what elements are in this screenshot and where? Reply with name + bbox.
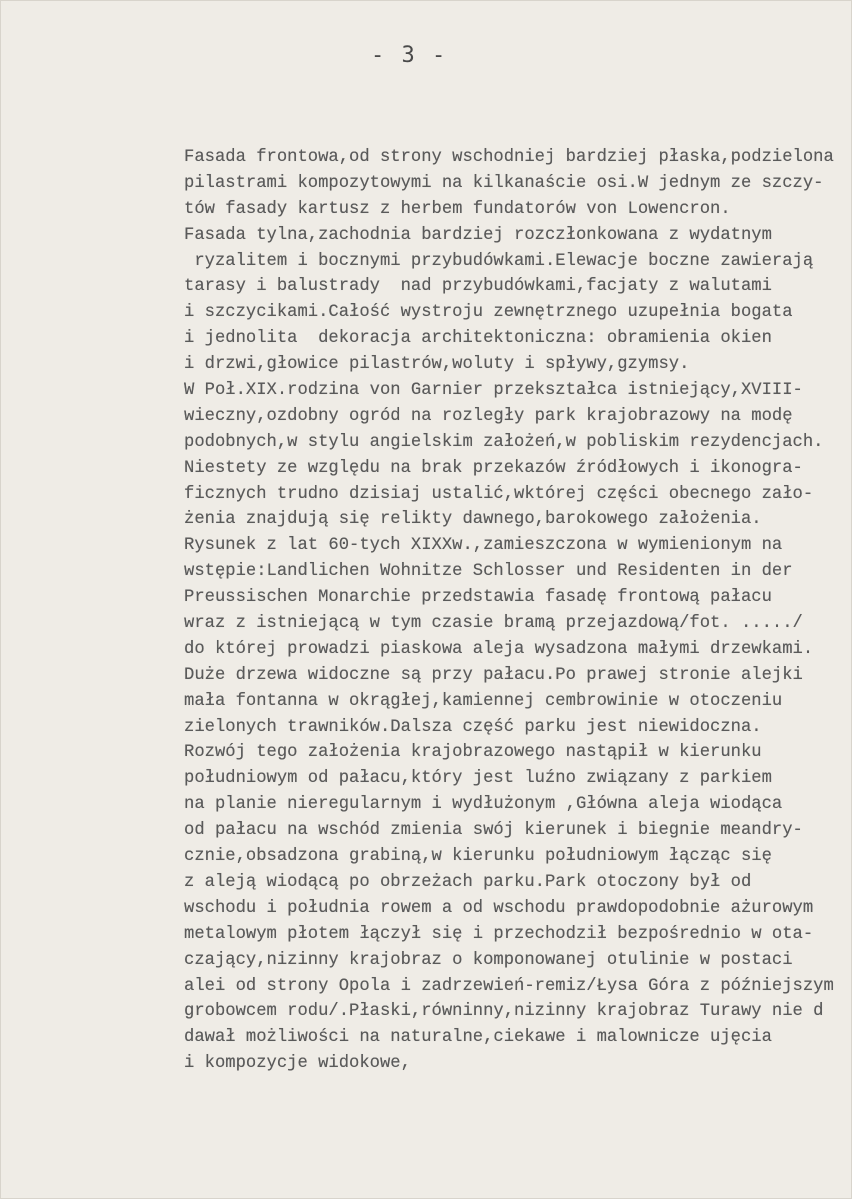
text-line: ryzalitem i bocznymi przybudówkami.Elewacje boczne zawierają <box>184 251 814 271</box>
text-line: tarasy i balustrady nad przybudówkami,facjaty z walutami <box>184 277 772 297</box>
text-line: mała fontanna w okrągłej,kamiennej cembrowinie w otoczeniu <box>184 691 783 711</box>
text-line: ficznych trudno dzisiaj ustalić,wktórej części obecnego zało- <box>184 484 814 504</box>
text-line: cznie,obsadzona grabiną,w kierunku południowym łącząc się <box>184 847 772 867</box>
text-line: i szczycikami.Całość wystroju zewnętrznego uzupełnia bogata <box>184 303 793 323</box>
text-line: podobnych,w stylu angielskim założeń,w pobliskim rezydencjach. <box>184 432 824 452</box>
text-line: Fasada tylna,zachodnia bardziej rozczłonkowana z wydatnym <box>184 225 772 245</box>
page-number: - 3 - <box>371 43 448 68</box>
text-line: wraz z istniejącą w tym czasie bramą przejazdową/fot. ...../ <box>184 614 803 634</box>
text-line: na planie nieregularnym i wydłużonym ,Główna aleja wiodąca <box>184 795 783 815</box>
text-line: i drzwi,głowice pilastrów,woluty i spływy,gzymsy. <box>184 355 690 375</box>
text-line: Niestety ze względu na brak przekazów źródłowych i ikonogra- <box>184 458 803 478</box>
text-line: wschodu i południa rowem a od wschodu prawdopodobnie ażurowym <box>184 898 814 918</box>
text-line: metalowym płotem łączył się i przechodził bezpośrednio w ota- <box>184 924 814 944</box>
text-line: zielonych trawników.Dalsza część parku jest niewidoczna. <box>184 717 762 737</box>
text-line: W Poł.XIX.rodzina von Garnier przekształca istniejący,XVIII- <box>184 381 803 401</box>
text-line: i jednolita dekoracja architektoniczna: obramienia okien <box>184 329 772 349</box>
text-line: Preussischen Monarchie przedstawia fasadę frontową pałacu <box>184 588 772 608</box>
text-line: czający,nizinny krajobraz o komponowanej otulinie w postaci <box>184 950 793 970</box>
text-line: Rozwój tego założenia krajobrazowego nastąpił w kierunku <box>184 743 762 763</box>
text-line: do której prowadzi piaskowa aleja wysadzona małymi drzewkami. <box>184 639 814 659</box>
text-line: grobowcem rodu/.Płaski,równinny,nizinny krajobraz Turawy nie d <box>184 1002 824 1022</box>
text-line: wstępie:Landlichen Wohnitze Schlosser und Residenten in der <box>184 562 793 582</box>
text-line: od pałacu na wschód zmienia swój kierunek i biegnie meandry- <box>184 821 803 841</box>
text-line: południowym od pałacu,który jest luźno związany z parkiem <box>184 769 772 789</box>
text-line: wieczny,ozdobny ogród na rozległy park krajobrazowy na modę <box>184 406 793 426</box>
text-line: Fasada frontowa,od strony wschodniej bardziej płaska,podzielona <box>184 148 834 167</box>
text-line: i kompozycje widokowe, <box>184 1054 411 1074</box>
body-text <box>184 145 844 1077</box>
text-line: dawał możliwości na naturalne,ciekawe i malownicze ujęcia <box>184 1028 772 1048</box>
text-line: Duże drzewa widoczne są przy pałacu.Po prawej stronie alejki <box>184 665 803 685</box>
text-line: żenia znajdują się relikty dawnego,barokowego założenia. <box>184 510 762 530</box>
text-line: alei od strony Opola i zadrzewień-remiz/Łysa Góra z późniejszym <box>184 976 834 996</box>
text-line: z aleją wiodącą po obrzeżach parku.Park otoczony był od <box>184 872 752 892</box>
text-line: pilastrami kompozytowymi na kilkanaście osi.W jednym ze szczy- <box>184 173 824 193</box>
text-line: Rysunek z lat 60-tych XIXXw.,zamieszczona w wymienionym na <box>184 536 783 556</box>
text-line: tów fasady kartusz z herbem fundatorów von Lowencron. <box>184 199 731 219</box>
